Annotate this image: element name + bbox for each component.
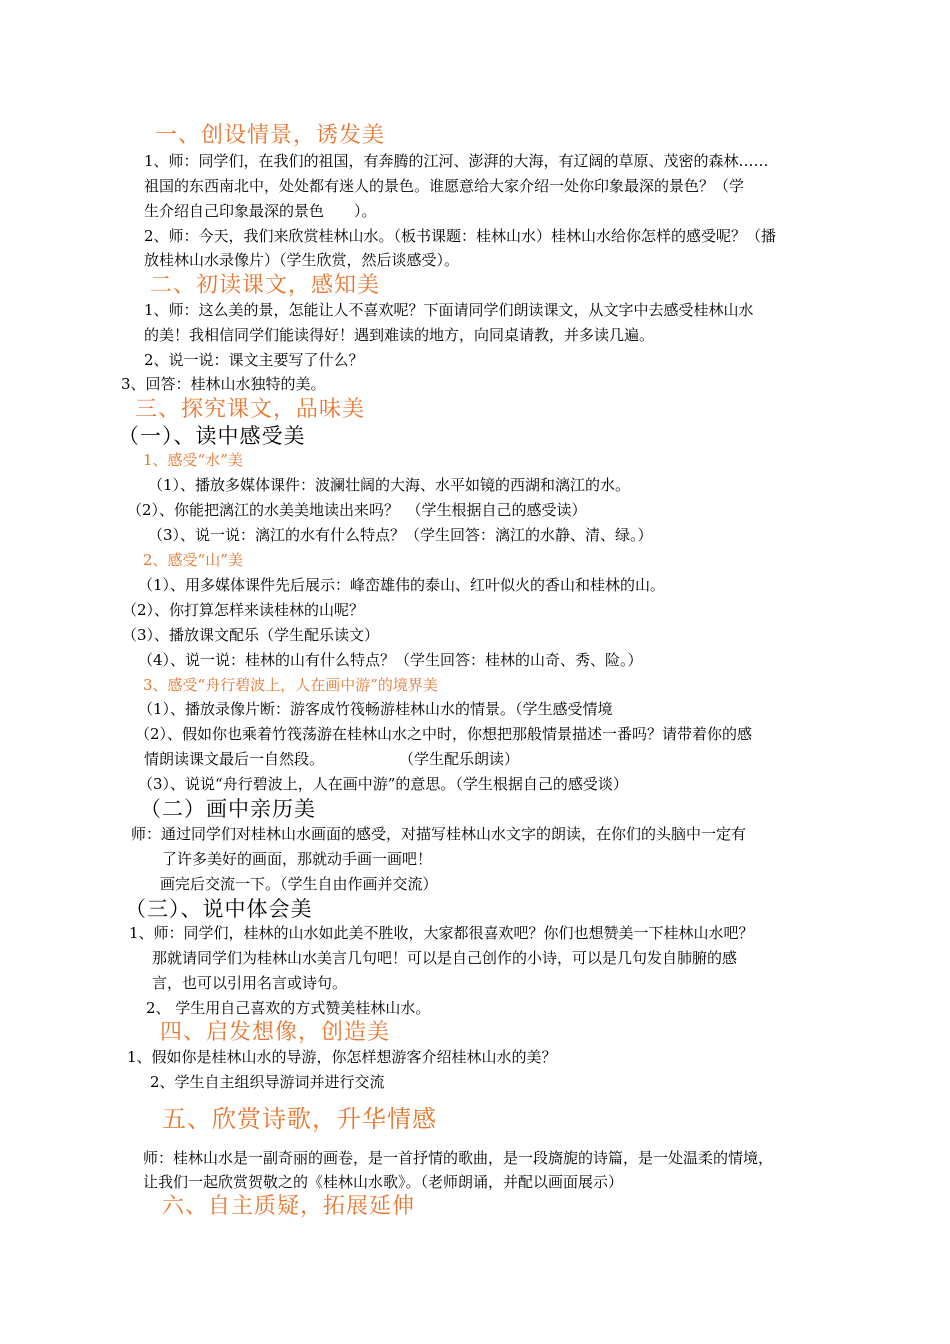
paragraph-line: 2、说一说：课文主要写了什么？ xyxy=(144,351,364,369)
paragraph-line: （2）、你打算怎样来读桂林的山呢？ xyxy=(122,601,365,619)
paragraph-line: 画完后交流一下。（学生自由作画并交流） xyxy=(160,875,438,893)
paragraph-line: 1、师：同学们，桂林的山水如此美不胜收，大家都很喜欢吧？你们也想赞美一下桂林山水吧？ xyxy=(129,924,754,942)
paragraph-line: （3）、说说“舟行碧波上，人在画中游”的意思。（学生根据自己的感受谈） xyxy=(138,775,628,793)
paragraph-line: （4）、说一说：桂林的山有什么特点？（学生回答：桂林的山奇、秀、险。） xyxy=(138,651,643,669)
paragraph-line: （1）、播放多媒体课件：波澜壮阔的大海、水平如镜的西湖和漓江的水。 xyxy=(148,476,631,494)
subsection-1-heading: （一）、读中感受美 xyxy=(118,424,306,448)
paragraph-line: 2、学生自主组织导游词并进行交流 xyxy=(150,1073,385,1091)
paragraph-line: 放桂林山水录像片）（学生欣赏，然后谈感受）。 xyxy=(144,251,460,269)
paragraph-line: （3）、说一说：漓江的水有什么特点？（学生回答：漓江的水静、清、绿。） xyxy=(148,526,653,544)
topic-heading: 2、感受“山”美 xyxy=(143,551,243,569)
paragraph-line: （1）、播放录像片断：游客成竹筏畅游桂林山水的情景。（学生感受情境 xyxy=(138,700,613,718)
paragraph-line: 1、假如你是桂林山水的导游，你怎样想游客介绍桂林山水的美？ xyxy=(127,1048,557,1066)
paragraph-line: 让我们一起欣赏贺敬之的《桂林山水歌》。（老师朗诵，并配以画面展示） xyxy=(143,1173,624,1191)
section-4-heading: 四、启发想像，创造美 xyxy=(160,1020,391,1045)
paragraph-line: 情朗读课文最后一自然段。 （学生配乐朗读） xyxy=(144,750,520,768)
topic-heading: 1、感受“水”美 xyxy=(143,451,243,469)
paragraph-line: 1、师：同学们，在我们的祖国，有奔腾的江河、澎湃的大海，有辽阔的草原、茂密的森林…… xyxy=(144,152,769,170)
paragraph-line: 祖国的东西南北中，处处都有迷人的景色。谁愿意给大家介绍一处你印象最深的景色？（学 xyxy=(144,177,745,195)
paragraph-line: （1）、用多媒体课件先后展示：峰峦雄伟的泰山、红叶似火的香山和桂林的山。 xyxy=(138,576,666,594)
paragraph-line: （2）、假如你也乘着竹筏荡游在桂林山水之中时，你想把那般情景描述一番吗？请带着你的感 xyxy=(135,725,753,743)
paragraph-line: 师：桂林山水是一副奇丽的画卷，是一首抒情的歌曲，是一段旖旎的诗篇，是一处温柔的情境， xyxy=(143,1149,774,1167)
section-2-heading: 二、初读课文，感知美 xyxy=(150,273,381,298)
section-3-heading: 三、探究课文，品味美 xyxy=(135,397,366,422)
paragraph-line: 生介绍自己印象最深的景色 ）。 xyxy=(144,202,377,220)
section-1-heading: 一、创设情景，诱发美 xyxy=(155,123,386,148)
paragraph-line: （2）、你能把漓江的水美美地读出来吗？ （学生根据自己的感受读） xyxy=(127,501,587,519)
paragraph-line: 那就请同学们为桂林山水美言几句吧！可以是自己创作的小诗，可以是几句发自肺腑的感 xyxy=(152,949,738,967)
section-6-heading: 六、自主质疑，拓展延伸 xyxy=(162,1194,416,1219)
paragraph-line: 了许多美好的画面，那就动手画一画吧！ xyxy=(162,850,433,868)
subsection-3-heading: （三）、说中体会美 xyxy=(125,897,313,921)
paragraph-line: 2、 学生用自己喜欢的方式赞美桂林山水。 xyxy=(146,999,431,1017)
section-5-heading: 五、欣赏诗歌，升华情感 xyxy=(162,1105,437,1133)
paragraph-line: 言，也可以引用名言或诗句。 xyxy=(152,974,348,992)
paragraph-line: 的美！我相信同学们能读得好！遇到难读的地方，向同桌请教，并多读几遍。 xyxy=(144,326,655,344)
subsection-2-heading: （二）画中亲历美 xyxy=(140,797,316,821)
topic-heading: 3、感受“舟行碧波上，人在画中游”的境界美 xyxy=(143,676,438,694)
paragraph-line: 师：通过同学们对桂林山水画面的感受，对描写桂林山水文字的朗读，在你们的头脑中一定有 xyxy=(131,825,747,843)
paragraph-line: （3）、播放课文配乐（学生配乐读文） xyxy=(122,626,380,644)
paragraph-line: 1、师：这么美的景，怎能让人不喜欢呢？下面请同学们朗读课文，从文字中去感受桂林山水 xyxy=(144,301,754,319)
paragraph-line: 3、回答：桂林山水独特的美。 xyxy=(121,375,326,393)
paragraph-line: 2、师：今天，我们来欣赏桂林山水。（板书课题：桂林山水）桂林山水给你怎样的感受呢？（播 xyxy=(144,227,777,245)
